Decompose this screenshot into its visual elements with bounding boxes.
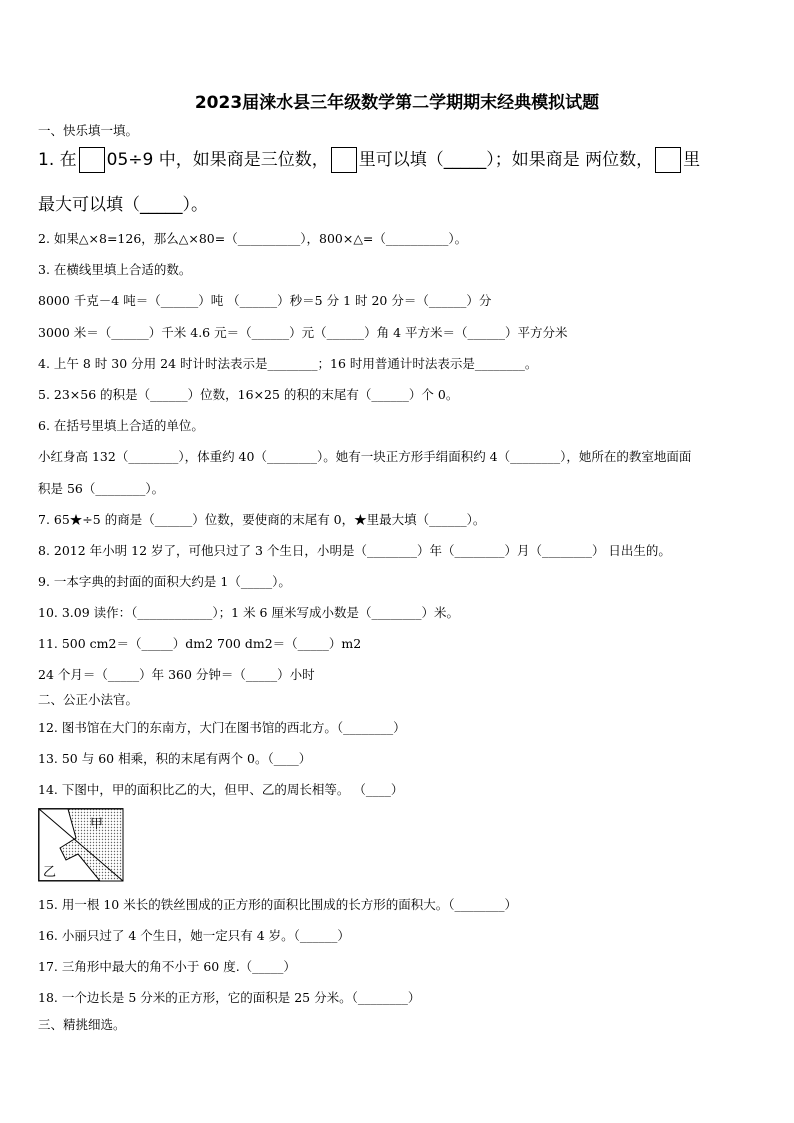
question-18: 18. 一个边长是 5 分米的正方形，它的面积是 25 分米。（________） (38, 990, 421, 1005)
question-15: 15. 用一根 10 米长的铁丝围成的正方形的面积比围成的长方形的面积大。（________） (38, 897, 517, 912)
q1-part-b: 05÷9 中，如果商是三位数， (106, 150, 329, 170)
question-1-line-1 (38, 145, 700, 173)
question-6-line-2: 积是 56（________）。 (38, 481, 165, 496)
question-1-line-2: 最大可以填（_____）。 (38, 195, 208, 215)
blank-box-1 (79, 147, 105, 173)
section-3-heading: 三、精挑细选。 (38, 1017, 126, 1032)
question-3: 3. 在横线里填上合适的数。 (38, 262, 192, 277)
question-11-row-1: 11. 500 cm2＝（_____）dm2 700 dm2＝（_____）m2 (38, 636, 362, 651)
blank-box-2 (331, 147, 357, 173)
q1-part-a: 1. 在 (38, 150, 77, 170)
question-12: 12. 图书馆在大门的东南方，大门在图书馆的西北方。（________） (38, 720, 406, 735)
question-14: 14. 下图中，甲的面积比乙的大，但甲、乙的周长相等。 （____） (38, 782, 404, 797)
question-3-row-1: 8000 千克－4 吨＝（______）吨 （______）秒＝5 分 1 时 20 分＝（______）分 (38, 293, 492, 308)
question-4: 4. 上午 8 时 30 分用 24 时计时法表示是________；16 时用普通计时法表示是________。 (38, 356, 538, 371)
question-17: 17. 三角形中最大的角不小于 60 度.（_____） (38, 959, 296, 974)
section-1-heading: 一、快乐填一填。 (38, 123, 139, 138)
question-5: 5. 23×56 的积是（______）位数，16×25 的积的末尾有（______）个 0。 (38, 387, 459, 402)
question-6-line-1: 小红身高 132（________），体重约 40（________）。她有一块正方形手绢面积约 4（________），她所在的教室地面面 (38, 449, 692, 464)
question-11-row-2: 24 个月＝（_____）年 360 分钟＝（_____）小时 (38, 667, 315, 682)
question-10: 10. 3.09 读作：（____________）；1 米 6 厘米写成小数是（________）米。 (38, 605, 459, 620)
question-9: 9. 一本字典的封面的面积大约是 1（_____）。 (38, 574, 291, 589)
question-3-row-2: 3000 米＝（______）千米 4.6 元＝（______）元（______）角 4 平方米＝（______）平方分米 (38, 325, 568, 340)
area-perimeter-figure (38, 808, 124, 885)
page-title: 2023届涞水县三年级数学第二学期期末经典模拟试题 (194, 93, 600, 113)
section-2-heading: 二、公正小法官。 (38, 692, 139, 707)
question-13: 13. 50 与 60 相乘，积的末尾有两个 0。（____） (38, 751, 312, 766)
question-6: 6. 在括号里填上合适的单位。 (38, 418, 204, 433)
q1-part-c: 里可以填（_____）；如果商是 两位数， (358, 150, 654, 170)
question-7: 7. 65★÷5 的商是（______）位数，要使商的末尾有 0，★里最大填（______）。 (38, 512, 486, 527)
figure-svg (38, 808, 124, 882)
label-jia: 甲 (90, 817, 104, 832)
question-8: 8. 2012 年小明 12 岁了，可他只过了 3 个生日，小明是（________）年（________）月（________） 日出生的。 (38, 543, 671, 558)
label-yi: 乙 (43, 865, 57, 880)
question-2: 2. 如果△×8=126，那么△×80=（__________），800×△=（__________）。 (38, 231, 468, 246)
question-16: 16. 小丽只过了 4 个生日，她一定只有 4 岁。（______） (38, 928, 350, 943)
blank-box-3 (655, 147, 681, 173)
q1-part-d: 里 (683, 150, 701, 170)
